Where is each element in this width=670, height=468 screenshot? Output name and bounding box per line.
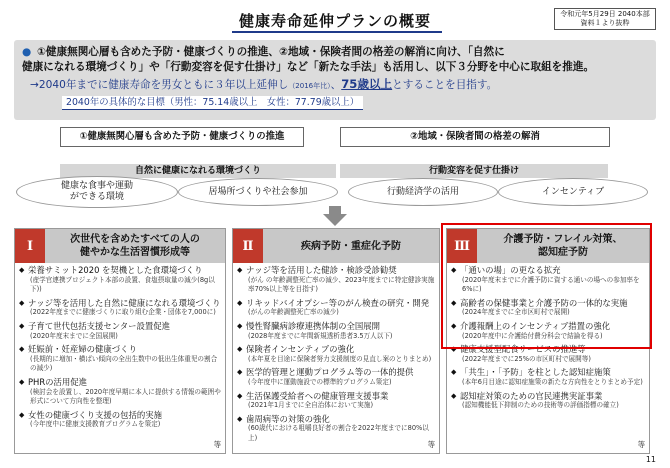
oval-text: 健康な食事や運動 ができる環境	[60, 181, 133, 202]
item-sub: (検討会を設置し、2020年度早期に本人に提供する情報の範囲や形式について方向性を整理)	[30, 387, 221, 406]
list-item	[237, 368, 435, 387]
item-sub: (がん の年齢調整死亡率の減少、2023年度までに特定健診実施率70%以上等を目指す)	[248, 275, 435, 294]
bar-natural-environment: 自然に健康になれる環境づくり	[60, 164, 336, 178]
item-list	[233, 263, 439, 444]
item-sub: (2022年度までに健康づくりに取り組む企業・団体を7,000に)	[30, 308, 216, 317]
list-item	[237, 415, 435, 444]
item-sub: (産学官連携プロジェクト本部の設置、食塩摂取量の減少(8g以下))	[30, 275, 215, 294]
target-values: 2040年の具体的な目標（男性：75.14歳以上 女性：77.79歳以上）	[62, 96, 363, 110]
item-sub: (がんの年齢調整死亡率の減少)	[248, 308, 339, 317]
oval-behavioral-economics	[348, 178, 498, 206]
list-item	[451, 392, 645, 411]
list-item	[19, 299, 221, 318]
item-main: 歯周病等の対策の強化	[246, 413, 330, 424]
list-item	[451, 368, 645, 387]
list-item	[19, 411, 221, 430]
item-sub: (2020年度末までに全国展開)	[30, 331, 118, 340]
item-sub: (今年度中に運動施設での標準的プログラム策定)	[248, 377, 392, 386]
source-note: 令和元年5月29日 2040本部 資料１より抜粋	[554, 8, 656, 30]
item-sub: (今年度中に健康支援教育プログラムを策定)	[30, 420, 161, 429]
summary-goal	[30, 77, 656, 93]
roman-numeral: Ⅱ	[233, 229, 263, 263]
goal-text-highlight: 75歳以上	[341, 77, 393, 91]
column-header	[15, 229, 225, 263]
bullet-icon: ●	[22, 46, 32, 58]
oval-text: 行動経済学の活用	[386, 186, 459, 197]
item-main: 介護報酬上のインセンティブ措置の強化	[460, 320, 611, 331]
item-sub: (本年夏を目途に保険者努力支援制度の見直し案のとりまとめ)	[248, 354, 432, 363]
item-sub: (2028年度までに年間新規透析患者3.5万人以下)	[248, 331, 393, 340]
item-main: 医学的管理と運動プログラム等の一体的提供	[246, 367, 414, 378]
column-title: 疾病予防・重症化予防	[301, 240, 401, 252]
item-main: 保険者インセンティブの強化	[246, 344, 355, 355]
item-main: リキッドバイオプシー等のがん検査の研究・開発	[246, 297, 430, 308]
item-main: 女性の健康づくり支援の包括的実施	[28, 409, 162, 420]
column-2	[232, 228, 440, 454]
item-main: 高齢者の保健事業と介護予防の一体的な実施	[460, 297, 628, 308]
approach-pill-2: ②地域・保険者間の格差の解消	[340, 127, 610, 147]
item-sub: (長期的に増加・横ばい傾向の全出生数中の低出生体重児の割合の減少)	[30, 354, 218, 373]
item-main: ナッジ等を活用した健診・検診受診勧奨	[246, 265, 397, 275]
item-sub: (本年6月目途に認知症施策の新たな方向性をとりまとめ予定)	[462, 377, 643, 386]
list-item	[237, 266, 435, 295]
etc-label: 等	[637, 440, 645, 449]
item-main: 健康支援型配食サービスの推進等	[460, 344, 586, 355]
approach-pill-1: ①健康無関心層も含めた予防・健康づくりの推進	[60, 127, 304, 147]
summary-line1a: ①健康無関心層も含めた予防・健康づくりの推進、②地域・保険者間の格差の解消に向け、「自然に	[36, 46, 505, 58]
item-main: 慢性腎臓病診療連携体制の全国展開	[246, 320, 380, 331]
goal-text-mid: 、	[330, 79, 342, 91]
page-number: 11	[645, 455, 656, 464]
column-title: 介護予防・フレイル対策、 認知症予防	[503, 234, 623, 258]
page-title: 健康寿命延伸プランの概要	[238, 12, 431, 30]
summary-main	[22, 45, 650, 74]
oval-text: 居場所づくりや社会参加	[208, 186, 308, 197]
item-sub: (2022年度までに25%の市区町村で展開等)	[462, 354, 591, 363]
column-title: 次世代を含めたすべての人の 健やかな生活習慣形成等	[70, 234, 200, 258]
item-sub: (2020年度末までに介護予防に資する通いの場への参加率を6%に)	[462, 275, 640, 294]
list-item	[19, 345, 221, 374]
oval-text: インセンティブ	[541, 186, 605, 197]
down-arrow-icon	[323, 214, 347, 226]
oval-social-participation	[178, 178, 338, 206]
item-main: 認知症対策のための官民連携実証事業	[460, 390, 603, 401]
oval-healthy-environment	[16, 176, 178, 208]
list-item	[237, 345, 435, 364]
item-sub: (60歳代における咀嚼良好者の割合を2022年度までに80%以上)	[248, 424, 429, 442]
list-item	[19, 322, 221, 341]
list-item	[237, 392, 435, 411]
list-item	[237, 322, 435, 341]
highlight-box	[441, 223, 652, 349]
bar-behavior-change: 行動変容を促す仕掛け	[340, 164, 608, 178]
item-main: PHRの活用促進	[28, 376, 88, 387]
oval-incentive	[498, 178, 648, 206]
etc-label: 等	[427, 440, 435, 449]
list-item	[19, 378, 221, 407]
item-main: 子育て世代包括支援センター設置促進	[28, 320, 171, 331]
summary-line1b: 健康になれる環境づくり」や「行動変容を促す仕掛け」など「新たな手法」も活用し、以下３分野を中心に取組を推進。	[22, 60, 595, 73]
item-main: ナッジ等を活用した自然に健康になれる環境づくり	[28, 297, 221, 308]
goal-text-note: （2016年比）	[288, 82, 331, 90]
item-list	[15, 263, 225, 430]
column-1	[14, 228, 226, 454]
item-sub: (2024年度までに全市区町村で展開)	[462, 308, 570, 317]
item-main: 栄養サミット2020 を契機とした食環境づくり	[28, 265, 203, 275]
item-main: 「共生」・「予防」を柱とした認知症施策	[460, 367, 611, 378]
item-sub: (認知機能低下抑制のための技術等の評価指標の確立)	[462, 401, 619, 410]
list-item	[19, 266, 221, 295]
etc-label: 等	[213, 440, 221, 449]
list-item	[237, 299, 435, 318]
item-main: 「通いの場」の更なる拡充	[460, 265, 561, 275]
roman-numeral: Ⅲ	[447, 229, 477, 263]
column-header	[233, 229, 439, 263]
goal-text-pre: →2040年までに健康寿命を男女ともに３年以上延伸し	[30, 79, 289, 91]
roman-numeral: Ⅰ	[15, 229, 45, 263]
title-underline	[232, 31, 442, 33]
item-main: 生活保護受給者への健康管理支援事業	[246, 390, 389, 401]
item-sub: (2020年度中に介護給付費分科会で結論を得る)	[462, 331, 603, 340]
item-sub: (2021年1月までに全自治体において実施)	[248, 401, 374, 410]
goal-text-post: とすることを目指す。	[392, 79, 498, 91]
item-main: 妊娠前・妊産婦の健康づくり	[28, 344, 137, 355]
